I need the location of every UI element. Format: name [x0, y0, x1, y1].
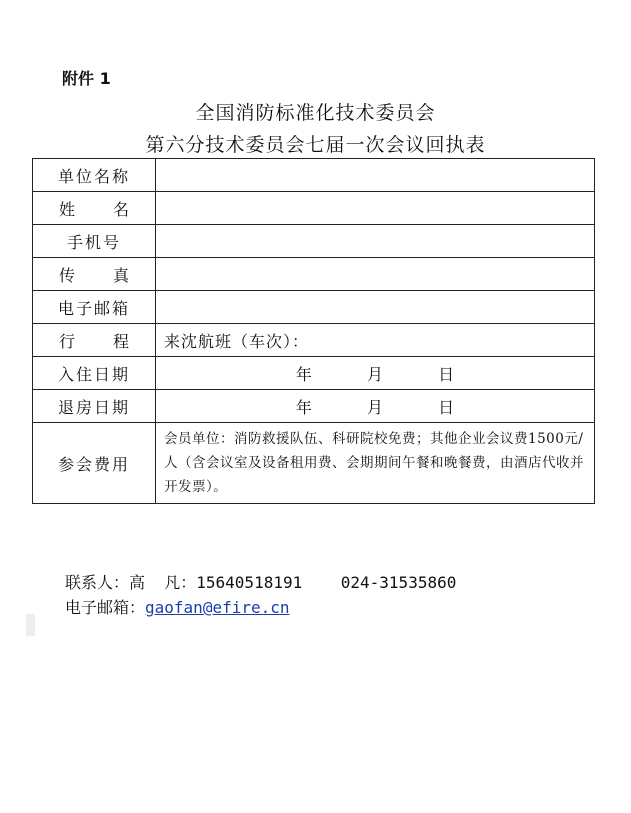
scan-mark [26, 614, 35, 636]
row-fee [33, 423, 595, 504]
contact-email-link[interactable]: gaofan@efire.cn [145, 598, 290, 617]
itinerary-field[interactable]: 来沈航班（车次）： [156, 324, 595, 357]
contact-email-label: 电子邮箱： [65, 598, 146, 617]
checkin-month-label: 月 [366, 364, 383, 384]
row-mobile [33, 225, 595, 258]
row-checkin [33, 357, 595, 390]
checkin-year-label: 年 [295, 364, 312, 384]
checkout-label: 退房日期 [33, 390, 156, 423]
checkin-label: 入住日期 [33, 357, 156, 390]
row-checkout [33, 390, 595, 423]
name-label: 姓 名 [33, 192, 156, 225]
fax-label: 传 真 [33, 258, 156, 291]
contact-email-line [65, 595, 290, 618]
document-title-line2: 第六分技术委员会七届一次会议回执表 [145, 134, 486, 156]
itinerary-label: 行 程 [33, 324, 156, 357]
row-fax [33, 258, 595, 291]
fee-label: 参会费用 [33, 423, 156, 504]
unit-name-label: 单位名称 [33, 159, 156, 192]
fax-field[interactable] [156, 258, 595, 291]
checkout-year-label: 年 [295, 397, 312, 417]
checkout-day-label: 日 [438, 397, 455, 417]
row-name [33, 192, 595, 225]
checkin-date-field[interactable] [156, 357, 595, 390]
mobile-label: 手机号 [33, 225, 156, 258]
mobile-field[interactable] [156, 225, 595, 258]
fee-text: 会员单位：消防救援队伍、科研院校免费；其他企业会议费1500元/人（含会议室及设备租用费、会期期间午餐和晚餐费，由酒店代收并开发票）。 [156, 423, 595, 504]
document-title-line1: 全国消防标准化技术委员会 [195, 102, 436, 124]
attachment-label: 附件 1 [62, 69, 111, 88]
contact-person-line: 联系人：高 凡：15640518191 024-31535860 [65, 573, 457, 592]
row-email [33, 291, 595, 324]
email-field[interactable] [156, 291, 595, 324]
checkout-date-field[interactable] [156, 390, 595, 423]
unit-name-field[interactable] [156, 159, 595, 192]
row-unit-name [33, 159, 595, 192]
checkout-month-label: 月 [366, 397, 383, 417]
row-itinerary [33, 324, 595, 357]
email-label: 电子邮箱 [33, 291, 156, 324]
receipt-form-table [32, 158, 595, 504]
name-field[interactable] [156, 192, 595, 225]
checkin-day-label: 日 [438, 364, 455, 384]
